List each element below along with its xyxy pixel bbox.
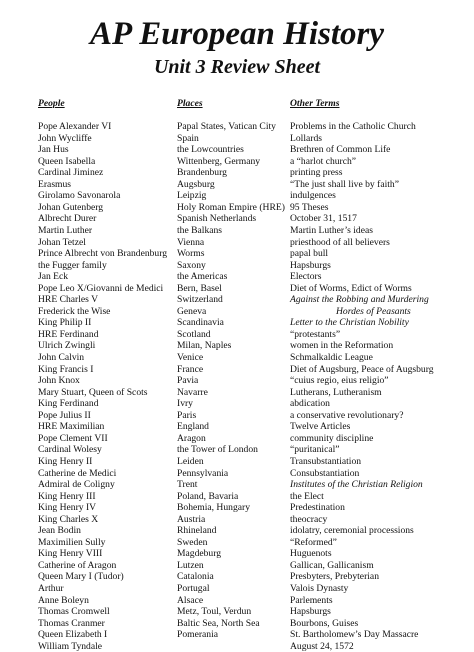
list-item: Papal States, Vatican City <box>177 121 276 133</box>
list-item: Cardinal Wolesy <box>38 444 102 456</box>
list-item: Against the Robbing and Murdering <box>290 294 429 306</box>
list-item: Consubstantiation <box>290 467 360 479</box>
list-item: Admiral de Coligny <box>38 479 115 491</box>
list-item: women in the Reformation <box>290 340 394 352</box>
places-column <box>177 98 285 641</box>
list-item: Navarre <box>177 386 208 398</box>
list-item: King Henry II <box>38 455 93 467</box>
document-title: AP European History <box>90 16 384 52</box>
list-item: August 24, 1572 <box>290 640 354 652</box>
list-item: Leipzig <box>177 190 207 202</box>
column-heading: Other Terms <box>290 98 340 109</box>
list-item: Holy Roman Empire (HRE) <box>177 201 285 213</box>
list-item: Pope Julius II <box>38 409 91 421</box>
list-item: Rhineland <box>177 525 217 537</box>
column-heading: People <box>38 98 65 109</box>
list-item: October 31, 1517 <box>290 213 357 225</box>
list-item: Aragon <box>177 432 206 444</box>
list-item: theocracy <box>290 513 328 525</box>
list-item: Pennsylvania <box>177 467 229 479</box>
list-item: “Reformed” <box>290 536 337 548</box>
list-item: Baltic Sea, North Sea <box>177 617 260 629</box>
list-item: 95 Theses <box>290 201 329 213</box>
list-item: Jean Bodin <box>38 525 81 537</box>
list-item: John Knox <box>38 375 80 387</box>
list-item: Scotland <box>177 328 211 340</box>
list-item: a conservative revolutionary? <box>290 409 404 421</box>
list-item: Institutes of the Christian Religion <box>290 479 423 491</box>
list-item: Alsace <box>177 594 204 606</box>
list-item: Catherine de Medici <box>38 467 117 479</box>
list-item: Thomas Cranmer <box>38 617 105 629</box>
list-item: indulgences <box>290 190 336 202</box>
document-subtitle: Unit 3 Review Sheet <box>153 56 321 78</box>
list-item: Maximilien Sully <box>38 536 106 548</box>
list-item: Ivry <box>177 398 193 410</box>
list-item: printing press <box>290 167 343 179</box>
list-item: Brethren of Common Life <box>290 144 391 156</box>
list-item: Cardinal Jiminez <box>38 167 104 179</box>
list-item: Letter to the Christian Nobility <box>290 317 409 329</box>
list-item: John Calvin <box>38 352 85 364</box>
column-items <box>177 121 285 641</box>
list-item: Anne Boleyn <box>38 594 89 606</box>
list-item: Pomerania <box>177 629 219 641</box>
list-item: Augsburg <box>177 178 215 190</box>
list-item: Lutherans, Lutheranism <box>290 386 382 398</box>
list-item: Erasmus <box>38 178 72 190</box>
list-item: priesthood of all believers <box>290 236 390 248</box>
list-item: “puritanical” <box>290 444 340 456</box>
list-item: Vienna <box>177 236 205 248</box>
list-item: King Charles X <box>38 513 99 525</box>
list-item: Poland, Bavaria <box>177 490 239 502</box>
list-item: idolatry, ceremonial processions <box>290 525 414 537</box>
list-item: Hordes of Peasants <box>336 305 411 317</box>
list-item: France <box>177 363 204 375</box>
list-item: Martin Luther <box>38 225 93 237</box>
list-item: “cuius regio, eius religio” <box>290 375 389 387</box>
list-item: HRE Maximilian <box>38 421 105 433</box>
list-item: Frederick the Wise <box>38 305 111 317</box>
list-item: Queen Mary I (Tudor) <box>38 571 124 583</box>
list-item: King Henry VIII <box>38 548 103 560</box>
list-item: Hapsburgs <box>290 606 331 618</box>
list-item: Presbyters, Prebyterian <box>290 571 379 583</box>
list-item: the Tower of London <box>177 444 258 456</box>
list-item: Ulrich Zwingli <box>38 340 96 352</box>
list-item: Predestination <box>290 502 345 514</box>
list-item: Diet of Worms, Edict of Worms <box>290 282 412 294</box>
list-item: Queen Elizabeth I <box>38 629 108 641</box>
list-item: Pope Clement VII <box>38 432 108 444</box>
list-item: King Henry III <box>38 490 96 502</box>
list-item: John Wycliffe <box>38 132 92 144</box>
list-item: Bern, Basel <box>177 282 222 294</box>
column-heading: Places <box>177 98 203 109</box>
list-item: England <box>177 421 209 433</box>
list-item: papal bull <box>290 248 329 260</box>
list-item: St. Bartholomew’s Day Massacre <box>290 629 419 641</box>
list-item: Switzerland <box>177 294 223 306</box>
list-item: Mary Stuart, Queen of Scots <box>38 386 148 398</box>
list-item: the Elect <box>290 490 324 502</box>
column-spacer <box>38 110 167 122</box>
list-item: the Balkans <box>177 225 223 237</box>
list-item: Prince Albrecht von Brandenburg <box>38 248 168 260</box>
list-item: Brandenburg <box>177 167 227 179</box>
list-item: Venice <box>177 352 204 364</box>
other-terms-column <box>290 98 434 652</box>
column-spacer <box>177 110 285 122</box>
people-column <box>38 98 167 652</box>
list-item: Jan Hus <box>38 144 69 156</box>
list-item: Schmalkaldic League <box>290 352 373 364</box>
list-item: Girolamo Savonarola <box>38 190 121 202</box>
list-item: Gallican, Gallicanism <box>290 559 374 571</box>
list-item: Pope Leo X/Giovanni de Medici <box>38 282 164 294</box>
list-item: Electors <box>290 271 322 283</box>
list-item: Thomas Cromwell <box>38 606 110 618</box>
list-item: Bohemia, Hungary <box>177 502 251 514</box>
list-item: Arthur <box>38 582 64 594</box>
list-item: Hapsburgs <box>290 259 331 271</box>
list-item: Scandinavia <box>177 317 224 329</box>
list-item: Transubstantiation <box>290 455 362 467</box>
list-item: Catalonia <box>177 571 214 583</box>
list-item: HRE Ferdinand <box>38 328 99 340</box>
list-item: Wittenberg, Germany <box>177 155 261 167</box>
list-item: Queen Isabella <box>38 155 96 167</box>
list-item: Huguenots <box>290 548 332 560</box>
list-item: Spain <box>177 132 199 144</box>
list-item: Spanish Netherlands <box>177 213 257 225</box>
list-item: King Ferdinand <box>38 398 99 410</box>
column-items <box>290 121 434 652</box>
list-item: Martin Luther’s ideas <box>290 225 373 237</box>
list-item: Lutzen <box>177 559 204 571</box>
list-item: Bourbons, Guises <box>290 617 359 629</box>
list-item: Valois Dynasty <box>290 582 349 594</box>
list-item: the Fugger family <box>38 259 107 271</box>
list-item: “The just shall live by faith” <box>290 178 399 190</box>
list-item: Pope Alexander VI <box>38 121 112 133</box>
list-item: Portugal <box>177 582 210 594</box>
list-item: Sweden <box>177 536 208 548</box>
list-item: Jan Eck <box>38 271 69 283</box>
list-item: King Francis I <box>38 363 94 375</box>
list-item: Trent <box>177 479 198 491</box>
column-items <box>38 121 167 652</box>
list-item: a “harlot church” <box>290 155 357 167</box>
list-item: Problems in the Catholic Church <box>290 121 416 133</box>
list-item: abdication <box>290 398 330 410</box>
list-item: Austria <box>177 513 206 525</box>
list-item: the Americas <box>177 271 228 283</box>
list-item: Geneva <box>177 305 207 317</box>
list-item: Saxony <box>177 259 206 271</box>
column-spacer <box>290 110 434 122</box>
list-item: Magdeburg <box>177 548 222 560</box>
list-item: Worms <box>177 248 205 260</box>
list-item: Twelve Articles <box>290 421 351 433</box>
list-item: Catherine of Aragon <box>38 559 117 571</box>
list-item: Johan Tetzel <box>38 236 86 248</box>
list-item: Albrecht Durer <box>38 213 97 225</box>
list-item: Leiden <box>177 455 204 467</box>
list-item: William Tyndale <box>38 640 103 652</box>
list-item: King Henry IV <box>38 502 97 514</box>
list-item: Lollards <box>290 132 322 144</box>
list-item: HRE Charles V <box>38 294 99 306</box>
list-item: Diet of Augsburg, Peace of Augsburg <box>290 363 434 375</box>
list-item: Pavia <box>177 375 199 387</box>
list-item: Milan, Naples <box>177 340 232 352</box>
list-item: Parlements <box>290 594 333 606</box>
list-item: Johan Gutenberg <box>38 201 104 213</box>
list-item: King Philip II <box>38 317 92 329</box>
list-item: “protestants” <box>290 328 341 340</box>
list-item: Metz, Toul, Verdun <box>177 606 252 618</box>
list-item: the Lowcountries <box>177 144 244 156</box>
list-item: Paris <box>177 409 197 421</box>
list-item: community discipline <box>290 432 374 444</box>
